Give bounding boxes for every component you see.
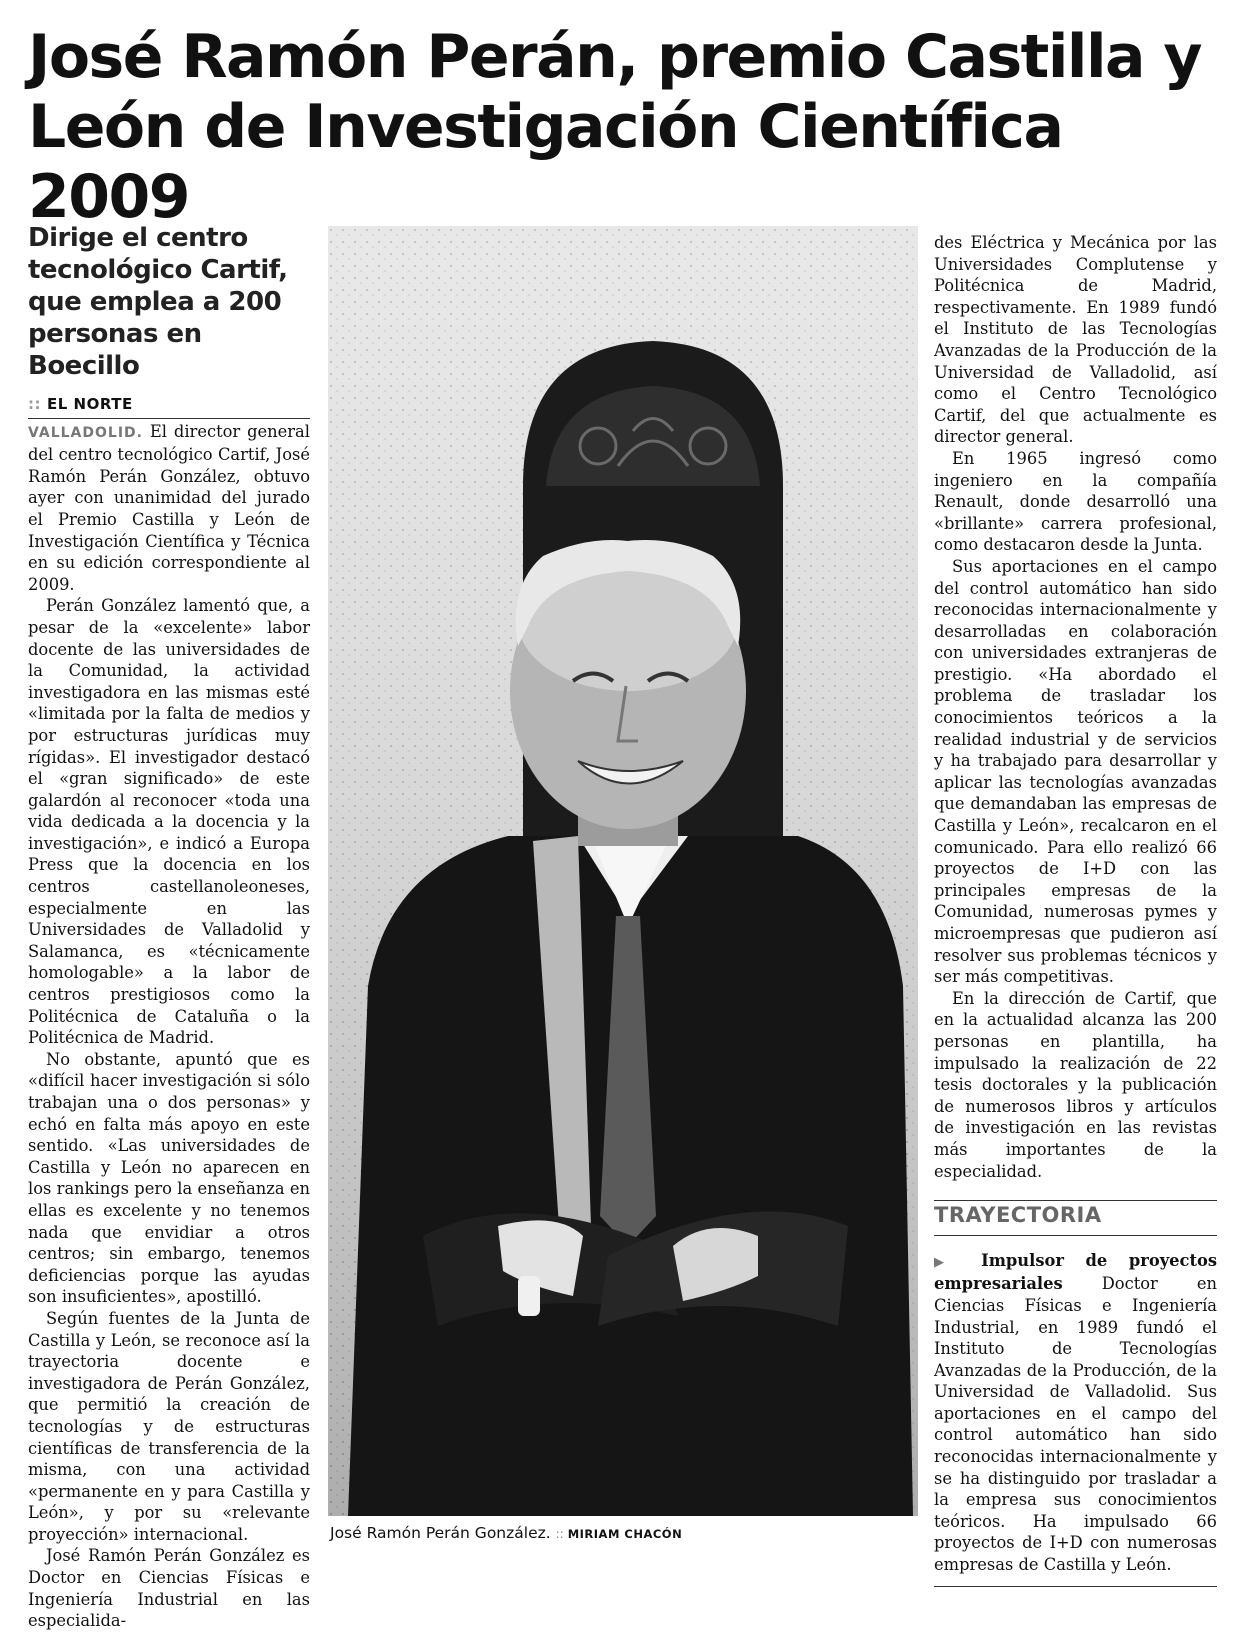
paragraph <box>28 421 310 596</box>
paragraph-text: El director general del centro tecnológico Cartif, José Ramón Perán González, obtuvo ayer con unanimidad del jurado el Premio Castilla y León de Investigación Científica y Técnica en su edición correspondiente al 2009. <box>28 421 310 594</box>
paragraph: No obstante, apuntó que es «difícil hacer investigación si sólo trabajan una o dos personas» y echó en falta más apoyo en este sentido. «Las universidades de Castilla y León no aparecen en los rankings pero la enseñanza en ellas es excelente y no tenemos nada que envidiar a otros centros; sin embargo, tenemos deficiencias porque las ayudas son insuficientes», apostilló. <box>28 1049 310 1307</box>
subheadline: Dirige el centro tecnológico Cartif, que emplea a 200 personas en Boecillo <box>28 223 288 381</box>
triangle-icon: ▶ <box>934 1254 960 1270</box>
paragraph: des Eléctrica y Mecánica por las Universidades Complutense y Politécnica de Madrid, respectivamente. En 1989 fundó el Instituto de las Tecnologías Avanzadas de la Producción de la Universidad de Valladolid, así como el Centro Tecnológico Cartif, del que actualmente es director general. <box>934 233 1217 447</box>
headline: José Ramón Perán, premio Castilla y León de Investigación Científica 2009 <box>28 22 1202 232</box>
paragraph: Según fuentes de la Junta de Castilla y León, se reconoce así la trayectoria docente e investigadora de Perán González, que permitió la creación de tecnologías y de estructuras científicas de transferencia de la misma, con una actividad «permanente en y para Castilla y León», y por su «relevante proyección» internacional. <box>28 1308 310 1544</box>
paragraph: José Ramón Perán González es Doctor en Ciencias Físicas e Ingeniería Industrial en las especialida- <box>28 1546 310 1631</box>
paragraph: Sus aportaciones en el campo del control automático han sido reconocidas internacionalmente y desarrolladas en colaboración con universidades extranjeras de prestigio. «Ha abordado el problema de trasladar los conocimientos teóricos a la realidad industrial y de servicios y ha trabajado para desarrollar y aplicar las tecnologías avanzadas que demandaban las empresas de Castilla y León», recalcaron en el comunicado. Para ello realizó 66 proyectos de I+D con las principales empresas de la Comunidad, numerosas pymes y microempresas que pudieron así resolver sus problemas técnicos y ser más competitivas. <box>934 556 1217 987</box>
paragraph: En 1965 ingresó como ingeniero en la compañía Renault, donde desarrolló una «brillante» carrera profesional, como destacaron desde la Junta. <box>934 448 1217 555</box>
photo-caption <box>330 1524 682 1542</box>
paragraph: Perán González lamentó que, a pesar de la «excelente» labor docente de las universidades de la Comunidad, la actividad investigadora en las mismas esté «limitada por la falta de medios y por estructuras jurídicas muy rígidas». El investigador destacó el «gran significado» de este galardón al reconocer «toda una vida dedicada a la docencia y la investigación», e indicó a Europa Press que la docencia en los centros castellanoleoneses, especialmente en las Universidades de Valladolid y Salamanca, es «técnicamente homologable» a la labor de centros prestigiosos como la Politécnica de Cataluña o la Politécnica de Madrid. <box>28 596 310 1048</box>
portrait-photo <box>328 226 918 1516</box>
sidebar-paragraph <box>934 1250 1217 1576</box>
sidebar-top-rule <box>934 1200 1217 1201</box>
sidebar-title: TRAYECTORIA <box>934 1205 1217 1236</box>
portrait-illustration <box>328 226 918 1516</box>
sidebar-lead: Impulsor de proyectos empresariales <box>934 1250 1217 1294</box>
sidebar-box <box>934 1250 1217 1576</box>
dateline-place: VALLADOLID. <box>28 424 143 441</box>
right-column <box>934 232 1217 1587</box>
sidebar-bottom-rule <box>934 1586 1217 1587</box>
byline-marker: :: <box>28 395 41 413</box>
left-column <box>28 222 310 1632</box>
credit-marker: :: <box>555 1527 564 1541</box>
byline <box>28 394 310 419</box>
byline-source: EL NORTE <box>47 395 133 413</box>
paragraph: En la dirección de Cartif, que en la actualidad alcanza las 200 personas en plantilla, ha impulsado la realización de 22 tesis doctorales y la publicación de numerosos libros y artículos de investigación en las revistas más importantes de la especialidad. <box>934 988 1217 1181</box>
caption-text: José Ramón Perán González. <box>330 1524 551 1542</box>
photo-credit: MIRIAM CHACÓN <box>567 1527 683 1541</box>
sidebar-text: Doctor en Ciencias Físicas e Ingeniería Industrial, en 1989 fundó el Instituto de Tecnologías Avanzadas de la Producción, de la Universidad de Valladolid. Sus aportaciones en el campo del control automático han sido reconocidas internacionalmente y se ha distinguido por trasladar a la empresa sus conocimientos teóricos. Ha impulsado 66 proyectos de I+D con numerosas empresas de Castilla y León. <box>934 1274 1217 1575</box>
